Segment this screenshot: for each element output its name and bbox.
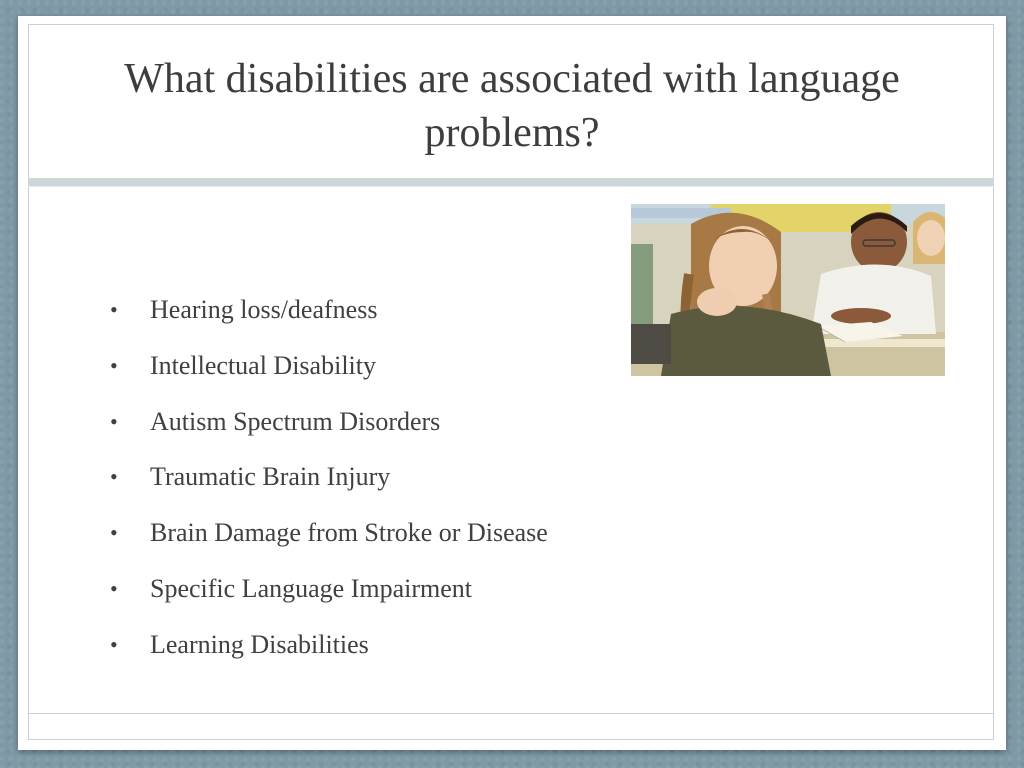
bullet-icon: • (110, 297, 118, 322)
classroom-photo-illustration (631, 204, 945, 376)
bullet-text: Brain Damage from Stroke or Disease (150, 518, 548, 548)
bullet-icon: • (110, 464, 118, 490)
slide (18, 16, 1006, 750)
slide-title: What disabilities are associated with language problems? (124, 56, 900, 156)
title-divider (28, 178, 994, 186)
bullet-icon: • (110, 520, 118, 546)
classroom-photo (631, 204, 945, 376)
bullet-icon: • (110, 575, 118, 601)
bullet-text: Traumatic Brain Injury (150, 462, 391, 492)
bullet-text: Hearing loss/deafness (150, 295, 378, 324)
bullet-text: Specific Language Impairment (150, 573, 472, 603)
bullet-icon: • (110, 631, 118, 657)
bullet-icon: • (110, 408, 118, 434)
title-divider-line (28, 186, 994, 187)
bullet-text: Autism Spectrum Disorders (150, 406, 441, 436)
bullet-icon: • (110, 352, 118, 378)
bullet-text: Learning Disabilities (150, 629, 369, 659)
bullet-text: Intellectual Disability (150, 350, 376, 380)
footer-divider (28, 713, 994, 714)
